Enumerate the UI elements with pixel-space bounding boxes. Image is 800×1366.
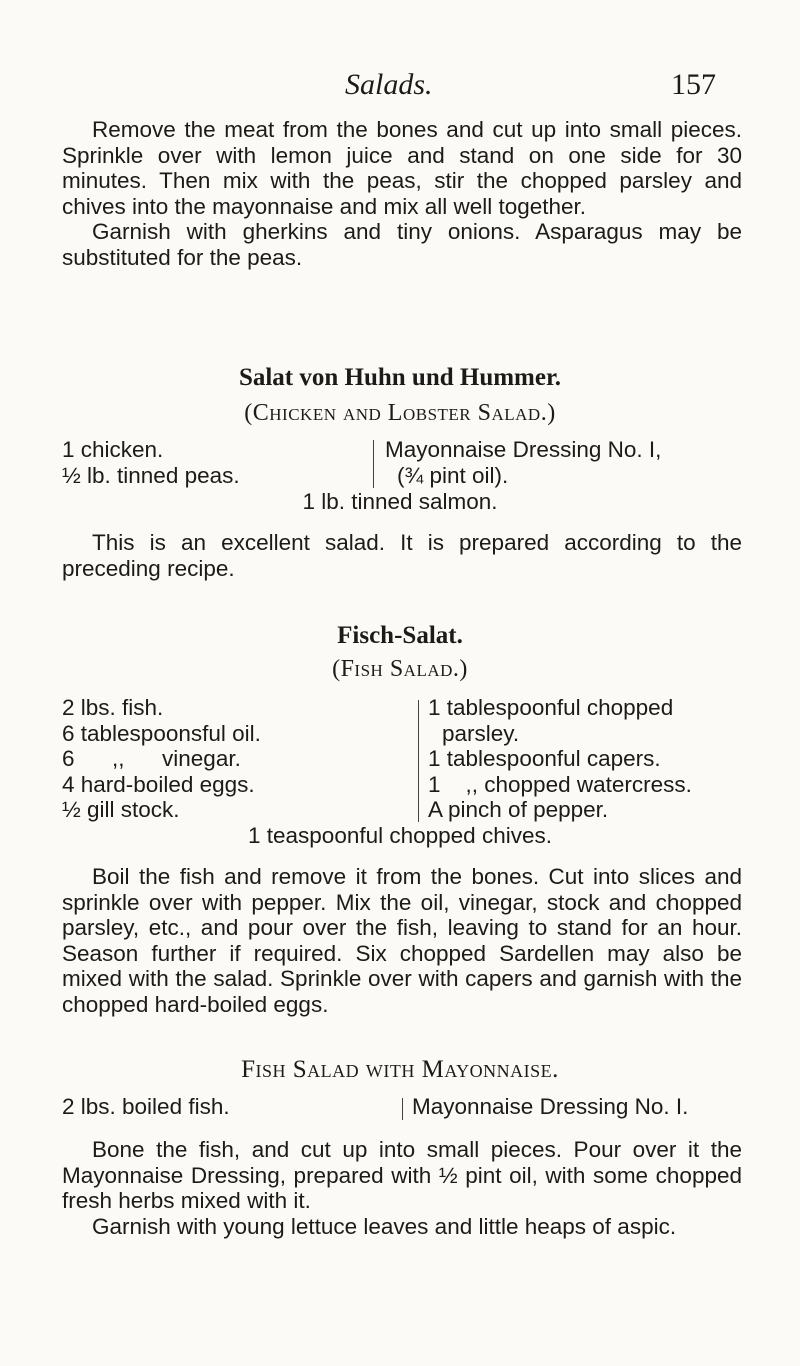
ingredient-item: parsley. (442, 720, 520, 746)
intro-paragraph-2: Garnish with gherkins and tiny onions. Asparagus may be substituted for the peas. (62, 219, 742, 270)
recipe-title: Fisch-Salat. (337, 622, 463, 649)
ingredient-item: 1 ,, chopped watercress. (428, 771, 692, 797)
recipe-subtitle: (Fish Salad.) (332, 656, 468, 682)
recipe-method (62, 864, 742, 1017)
ingredient-item: 6 tablespoonsful oil. (62, 720, 261, 746)
running-head (0, 68, 800, 108)
method-paragraph: This is an excellent salad. It is prepared according to the preceding recipe. (62, 530, 742, 581)
ingredient-item-centered: 1 teaspoonful chopped chives. (248, 823, 552, 848)
ingredient-item: 1 tablespoonful chopped (428, 695, 674, 720)
ingredient-item: 1 chicken. (62, 437, 164, 462)
column-divider (418, 700, 419, 822)
ingredient-item: ½ lb. tinned peas. (62, 462, 240, 488)
ingredient-item: A pinch of pepper. (428, 797, 609, 822)
ingredient-item: ½ gill stock. (62, 797, 180, 822)
ingredient-item: 4 hard-boiled eggs. (62, 771, 255, 797)
ingredient-item: 1 tablespoonful capers. (428, 746, 661, 771)
recipe-title: Fish Salad with Mayonnaise. (241, 1056, 559, 1083)
ingredient-list-right (428, 695, 692, 823)
recipe-subtitle: (Chicken and Lobster Salad.) (244, 400, 556, 426)
ingredient-item-centered: 1 lb. tinned salmon. (302, 489, 498, 514)
intro-text (62, 117, 742, 270)
ingredient-item: 2 lbs. boiled fish. (62, 1094, 230, 1119)
column-divider (373, 440, 374, 488)
method-paragraph-1: Bone the fish, and cut up into small pieces. Pour over it the Mayonnaise Dressing, prepared with ½ pint oil, with some chopped fresh herbs mixed with it. (62, 1137, 742, 1213)
ingredient-item: Mayonnaise Dressing No. I. (412, 1094, 689, 1119)
page-number: 157 (671, 68, 716, 101)
recipe-method (62, 1137, 742, 1239)
column-divider (402, 1098, 403, 1120)
ingredient-list-left (62, 695, 261, 823)
ingredient-item: (¾ pint oil). (397, 462, 509, 488)
ingredient-list-left (62, 437, 240, 488)
running-head-title: Salads. (345, 68, 433, 101)
method-paragraph: Boil the fish and remove it from the bones. Cut into slices and sprinkle over with pepper. Mix the oil, vinegar, stock and chopped parsley, etc., and pour over the fish, leaving to stand for an hour. Season further if required. Six chopped Sardellen may also be mixed with the salad. Sprinkle over with capers and garnish with the chopped hard-boiled eggs. (62, 864, 742, 1017)
intro-paragraph-1: Remove the meat from the bones and cut up into small pieces. Sprinkle over with lemon juice and stand on one side for 30 minutes. Then mix with the peas, stir the chopped parsley and chives into the mayonnaise and mix all well together. (62, 117, 742, 219)
recipe-title: Salat von Huhn und Hummer. (238, 364, 562, 391)
ingredient-list-right (385, 437, 661, 488)
method-paragraph-2: Garnish with young lettuce leaves and little heaps of aspic. (92, 1213, 677, 1239)
recipe-method (62, 530, 742, 581)
ingredient-item: 2 lbs. fish. (62, 695, 164, 720)
ingredient-item: Mayonnaise Dressing No. I, (385, 437, 662, 462)
ingredient-item: 6 ,, vinegar. (62, 746, 241, 771)
